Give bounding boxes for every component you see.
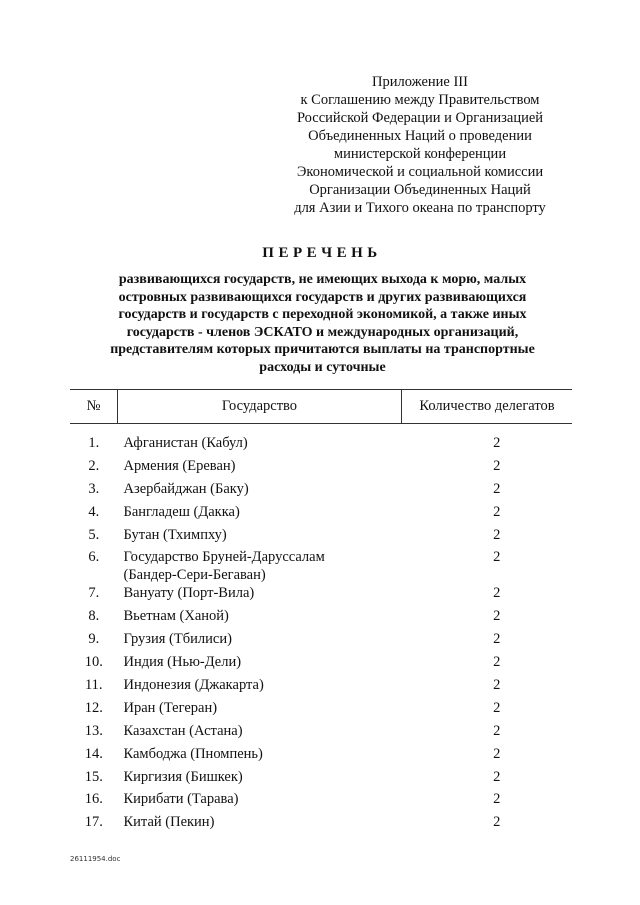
appendix-line: Объединенных Наций о проведении bbox=[308, 128, 532, 144]
appendix-line: Приложение III bbox=[372, 74, 468, 90]
row-number: 1. bbox=[88, 435, 100, 451]
table-row bbox=[70, 745, 572, 768]
row-number: 7. bbox=[88, 585, 100, 602]
row-delegate-count: 2 bbox=[493, 457, 501, 474]
state-name: Казахстан (Астана) bbox=[123, 722, 243, 739]
state-name: Вануату (Порт-Вила) bbox=[123, 585, 255, 602]
subtitle-line: государств - членов ЭСКАТО и международных организаций, bbox=[126, 324, 519, 340]
table-row bbox=[70, 768, 572, 791]
state-name: Государство Бруней-Даруссалам bbox=[123, 549, 325, 566]
row-delegate-count: 2 bbox=[493, 435, 501, 451]
state-name: Вьетнам (Ханой) bbox=[123, 608, 229, 625]
row-delegate-count: 2 bbox=[493, 608, 501, 625]
appendix-header bbox=[270, 73, 570, 217]
state-name: Азербайджан (Баку) bbox=[123, 480, 249, 497]
table-row bbox=[70, 503, 572, 526]
row-state bbox=[118, 745, 402, 768]
row-state bbox=[118, 653, 402, 676]
row-delegate-count: 2 bbox=[493, 677, 501, 694]
row-number: 3. bbox=[88, 480, 100, 497]
row-state bbox=[118, 607, 402, 630]
row-number: 5. bbox=[88, 526, 100, 543]
state-name: Афганистан (Кабул) bbox=[123, 435, 248, 451]
state-name: Грузия (Тбилиси) bbox=[123, 631, 232, 648]
row-number: 2. bbox=[88, 457, 100, 474]
state-name: Индия (Нью-Дели) bbox=[123, 654, 242, 671]
state-name: Индонезия (Джакарта) bbox=[123, 677, 264, 694]
row-state bbox=[118, 457, 402, 480]
row-number: 8. bbox=[88, 608, 100, 625]
states-table bbox=[70, 389, 572, 836]
row-delegate-count: 2 bbox=[493, 526, 501, 543]
row-number: 17. bbox=[84, 814, 103, 831]
row-state bbox=[118, 526, 402, 549]
row-delegate-count: 2 bbox=[493, 654, 501, 671]
document-title: ПЕРЕЧЕНЬ bbox=[262, 245, 382, 261]
header-delegate-count: Количество делегатов bbox=[402, 390, 573, 424]
state-name: Китай (Пекин) bbox=[123, 814, 215, 831]
appendix-line: Организации Объединенных Наций bbox=[309, 182, 531, 198]
appendix-line: Экономической и социальной комиссии bbox=[296, 164, 544, 180]
subtitle-line: островных развивающихся государств и других развивающихся bbox=[118, 289, 527, 305]
table-row bbox=[70, 630, 572, 653]
file-name-footer: 26111954.doc bbox=[70, 855, 121, 863]
state-name: Иран (Тегеран) bbox=[123, 699, 218, 716]
table-row bbox=[70, 653, 572, 676]
state-name: Бутан (Тхимпху) bbox=[123, 526, 227, 543]
state-name: Бангладеш (Дакка) bbox=[123, 503, 240, 520]
row-number: 4. bbox=[88, 503, 100, 520]
row-state bbox=[118, 584, 402, 607]
table-row bbox=[70, 676, 572, 699]
table-row bbox=[70, 584, 572, 607]
row-state bbox=[118, 699, 402, 722]
state-name: Киргизия (Бишкек) bbox=[123, 768, 243, 785]
row-delegate-count: 2 bbox=[493, 631, 501, 648]
table-row bbox=[70, 480, 572, 503]
row-number: 11. bbox=[84, 677, 103, 694]
row-delegate-count: 2 bbox=[493, 745, 501, 762]
row-number: 9. bbox=[88, 631, 100, 648]
row-delegate-count: 2 bbox=[493, 768, 501, 785]
table-header-row bbox=[70, 390, 572, 424]
row-state bbox=[118, 548, 402, 584]
state-name: Армения (Ереван) bbox=[123, 457, 236, 474]
row-state bbox=[118, 676, 402, 699]
state-name: Камбоджа (Пномпень) bbox=[123, 745, 263, 762]
row-number: 13. bbox=[84, 722, 103, 739]
appendix-line: к Соглашению между Правительством bbox=[300, 92, 540, 108]
subtitle-line: развивающихся государств, не имеющих выхода к морю, малых bbox=[118, 272, 527, 287]
table-row bbox=[70, 813, 572, 836]
table-row bbox=[70, 722, 572, 745]
row-state bbox=[118, 630, 402, 653]
row-state bbox=[118, 503, 402, 526]
subtitle-line: представителям которых причитаются выплаты на транспортные bbox=[110, 342, 535, 358]
table-body bbox=[70, 424, 572, 837]
table-row bbox=[70, 607, 572, 630]
table-row bbox=[70, 434, 572, 457]
table-row bbox=[70, 548, 572, 584]
row-delegate-count: 2 bbox=[493, 549, 501, 566]
row-delegate-count: 2 bbox=[493, 480, 501, 497]
row-delegate-count: 2 bbox=[493, 814, 501, 831]
row-state bbox=[118, 480, 402, 503]
row-delegate-count: 2 bbox=[493, 722, 501, 739]
appendix-line: министерской конференции bbox=[333, 146, 507, 162]
document-subtitle bbox=[80, 271, 565, 377]
subtitle-line: государств и государств с переходной экономикой, а также иных bbox=[118, 307, 527, 323]
subtitle-line: расходы и суточные bbox=[259, 359, 386, 375]
row-delegate-count: 2 bbox=[493, 503, 501, 520]
state-name-continued: (Бандер-Сери-Бегаван) bbox=[123, 567, 266, 584]
row-delegate-count: 2 bbox=[493, 699, 501, 716]
row-delegate-count: 2 bbox=[493, 585, 501, 602]
row-number: 10. bbox=[84, 654, 103, 671]
appendix-line: для Азии и Тихого океана по транспорту bbox=[294, 200, 546, 216]
row-number: 6. bbox=[88, 549, 100, 566]
row-number: 12. bbox=[84, 699, 103, 716]
row-delegate-count: 2 bbox=[493, 791, 501, 808]
row-state bbox=[118, 813, 402, 836]
row-state bbox=[118, 768, 402, 791]
header-number: № bbox=[70, 390, 118, 424]
row-number: 14. bbox=[84, 745, 103, 762]
row-number: 16. bbox=[84, 791, 103, 808]
row-state bbox=[118, 790, 402, 813]
table-row bbox=[70, 699, 572, 722]
table-row bbox=[70, 790, 572, 813]
row-state bbox=[118, 722, 402, 745]
row-state bbox=[118, 434, 402, 457]
appendix-line: Российской Федерации и Организацией bbox=[296, 110, 544, 126]
table-row bbox=[70, 457, 572, 480]
state-name: Кирибати (Тарава) bbox=[123, 791, 239, 808]
table-row bbox=[70, 526, 572, 549]
header-state: Государство bbox=[118, 390, 402, 424]
row-number: 15. bbox=[84, 768, 103, 785]
